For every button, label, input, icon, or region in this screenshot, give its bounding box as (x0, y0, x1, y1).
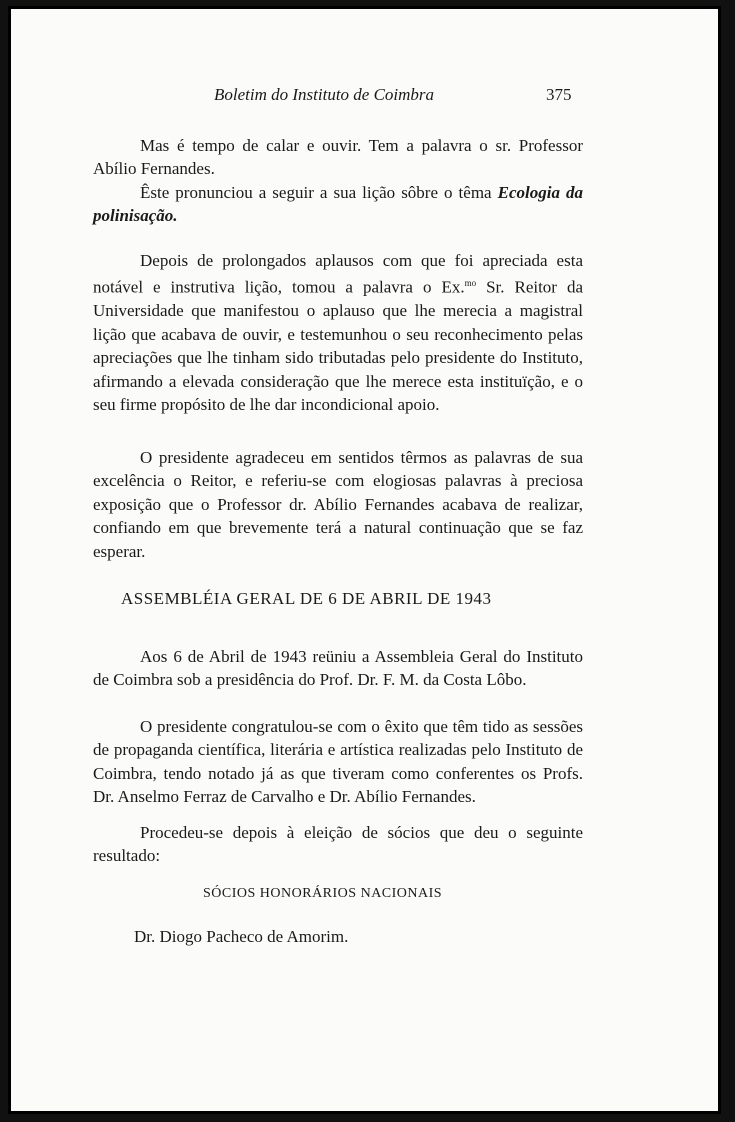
running-header-title: Boletim do Instituto de Coimbra (214, 85, 435, 104)
paragraph-3 (93, 249, 583, 417)
paragraph-4: O presidente agradeceu em sentidos têrmos as palavras de sua excelência o Reitor, e referiu-se com elogiosas palavras à preciosa exposição que o Professor dr. Abílio Fernandes acabava de realizar, confiando em que brevemente terá a natural continuação que se faz esperar. (93, 448, 583, 561)
paragraph-3-rest: Sr. Reitor da Universidade que manifestou o aplauso que lhe merecia a magistral lição que acabava de ouvir, e testemunhou o seu reconhecimento pelas apreciações que lhe tinham sido tributadas pelo presidente do Instituto, afirmando a elevada consideração que lhe merece esta instituïção, e o seu firme propósito de lhe dar incondicional apoio. (93, 278, 583, 415)
paragraph-6: O presidente congratulou-se com o êxito que têm tido as sessões de propaganda científica, literária e artística realizadas pelo Instituto de Coimbra, tendo notado já as que tiveram como conferentes os Profs. Dr. Anselmo Ferraz de Carvalho e Dr. Abílio Fernandes. (93, 717, 583, 807)
lecture-title: Ecologia da polinisação. (93, 183, 583, 226)
paragraph-7: Procedeu-se depois à eleição de sócios que deu o seguinte resultado: (93, 823, 583, 866)
paragraph-2 (93, 181, 583, 228)
paragraph-3-lead: Depois de prolongados aplausos com que foi apreciada esta notável e instrutiva lição, tomou a palavra o Ex. (93, 251, 583, 298)
paragraph-1: Mas é tempo de calar e ouvir. Tem a palavra o sr. Professor Abílio Fernandes. (93, 136, 583, 179)
page-number: 375 (546, 85, 572, 104)
document-page (8, 6, 721, 1114)
paragraph-2-lead: Êste pronunciou a seguir a sua lição sôbre o têma (140, 183, 498, 202)
members-subheading: SÓCIOS HONORÁRIOS NACIONAIS (203, 886, 443, 901)
paragraph-5: Aos 6 de Abril de 1943 reüniu a Assembleia Geral do Instituto de Coimbra sob a presidência do Prof. Dr. F. M. da Costa Lôbo. (93, 647, 583, 690)
superscript-mo: mo (464, 278, 477, 289)
section-heading: ASSEMBLÉIA GERAL DE 6 DE ABRIL DE 1943 (121, 589, 492, 608)
member-name: Dr. Diogo Pacheco de Amorim. (134, 927, 349, 946)
